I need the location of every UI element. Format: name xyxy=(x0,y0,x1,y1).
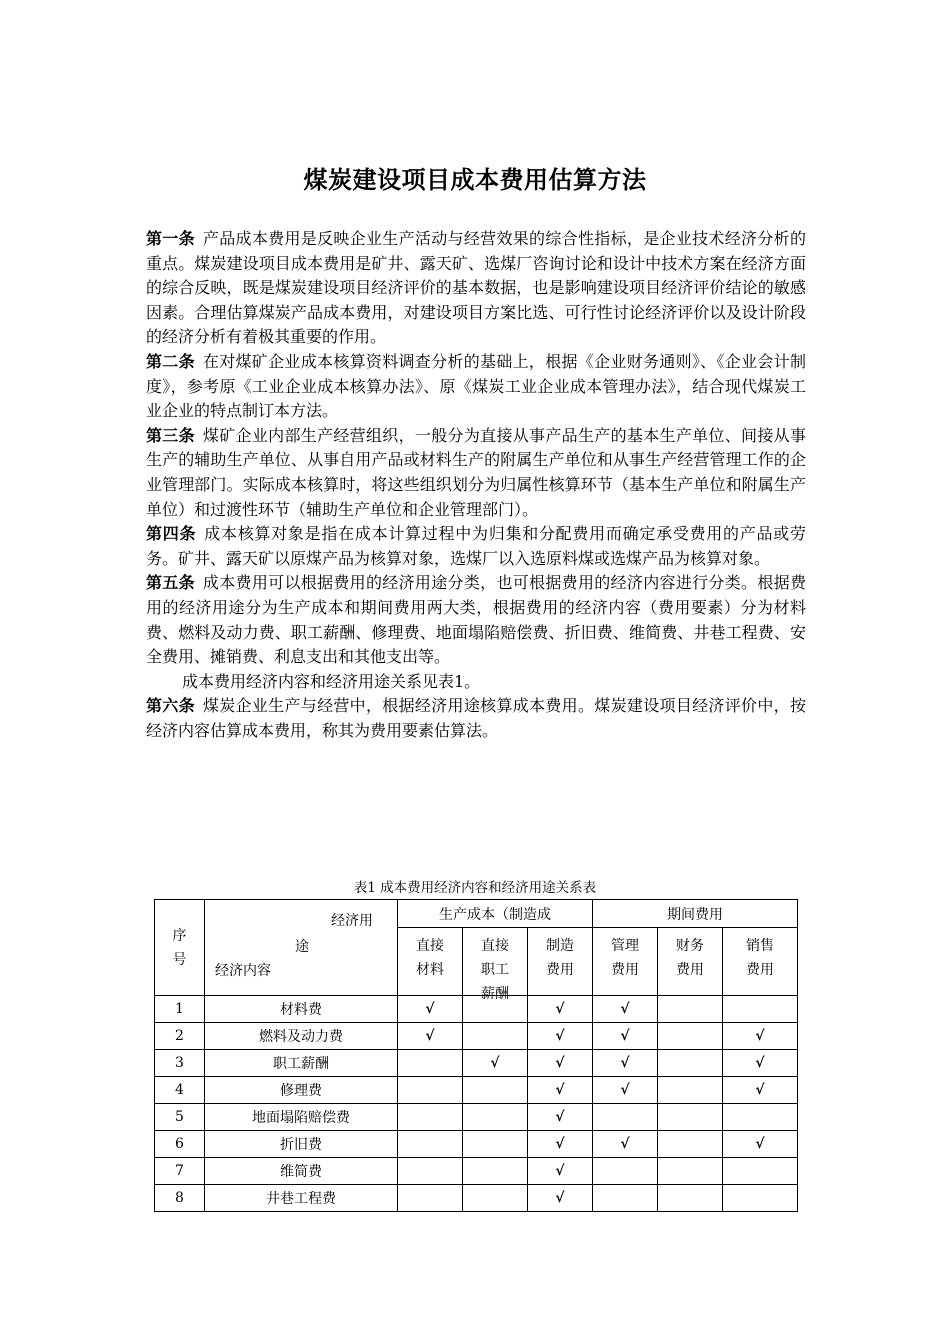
article-label: 第六条 xyxy=(146,696,195,716)
check-mark-cell xyxy=(528,1050,593,1077)
check-mark-icon: √ xyxy=(555,1109,565,1125)
check-mark-icon: √ xyxy=(555,1028,565,1044)
row-cost-item: 折旧费 xyxy=(205,1131,398,1158)
empty-cell xyxy=(658,1131,723,1158)
empty-cell xyxy=(658,1185,723,1212)
row-cost-item: 修理费 xyxy=(205,1077,398,1104)
row-cost-item: 维简费 xyxy=(205,1158,398,1185)
empty-cell xyxy=(593,1185,658,1212)
article-text: 成本费用可以根据费用的经济用途分类，也可根据费用的经济内容进行分类。根据费用的经济用途分为生产成本和期间费用两大类，根据费用的经济内容（费用要素）分为材料费、燃料及动力费、职工薪酬、修理费、地面塌陷赔偿费、折旧费、维简费、井巷工程费、安全费用、摊销费、利息支出和其他支出等。 xyxy=(146,573,806,667)
empty-cell xyxy=(398,1158,463,1185)
row-number: 7 xyxy=(155,1158,205,1185)
check-mark-icon: √ xyxy=(555,1163,565,1179)
empty-cell xyxy=(658,996,723,1023)
row-number: 8 xyxy=(155,1185,205,1212)
row-number: 4 xyxy=(155,1077,205,1104)
table-header-row xyxy=(155,900,798,928)
check-mark-cell xyxy=(528,1131,593,1158)
row-cost-item: 井巷工程费 xyxy=(205,1185,398,1212)
article-2 xyxy=(146,350,806,424)
check-mark-cell xyxy=(463,1050,528,1077)
corner-content-label: 经济内容 xyxy=(215,963,271,979)
header-direct-material: 直接材料 xyxy=(398,928,463,996)
check-mark-icon: √ xyxy=(755,1082,765,1098)
article-text: 在对煤矿企业成本核算资料调查分析的基础上，根据《企业财务通则》、《企业会计制度》，参考原《工业企业成本核算办法》、原《煤炭工业企业成本管理办法》，结合现代煤炭工业企业的特点制订本方法。 xyxy=(146,351,806,421)
article-label: 第五条 xyxy=(146,573,195,593)
article-5 xyxy=(146,571,806,669)
table-row xyxy=(155,1104,798,1131)
check-mark-icon: √ xyxy=(555,1136,565,1152)
check-mark-cell xyxy=(528,1023,593,1050)
empty-cell xyxy=(398,1104,463,1131)
row-number: 1 xyxy=(155,996,205,1023)
check-mark-cell xyxy=(593,1050,658,1077)
document-title: 煤炭建设项目成本费用估算方法 xyxy=(303,166,647,194)
check-mark-cell xyxy=(723,1077,798,1104)
article-label: 第三条 xyxy=(146,425,195,445)
empty-cell xyxy=(463,1131,528,1158)
header-seq: 序号 xyxy=(155,900,205,996)
header-period-cost: 期间费用 xyxy=(593,900,798,928)
check-mark-cell xyxy=(723,1023,798,1050)
header-finance: 财务费用 xyxy=(658,928,723,996)
check-mark-icon: √ xyxy=(555,1055,565,1071)
empty-cell xyxy=(723,1104,798,1131)
check-mark-icon: √ xyxy=(755,1028,765,1044)
row-number: 2 xyxy=(155,1023,205,1050)
empty-cell xyxy=(593,1158,658,1185)
table-row xyxy=(155,1185,798,1212)
document-body xyxy=(146,227,806,743)
table-row xyxy=(155,996,798,1023)
corner-use-label-cont: 途 xyxy=(295,939,309,955)
table-reference-note: 成本费用经济内容和经济用途关系见表1。 xyxy=(182,671,481,691)
check-mark-cell xyxy=(593,996,658,1023)
check-mark-cell xyxy=(528,1158,593,1185)
header-production-cost: 生产成本（制造成 xyxy=(398,900,593,928)
check-mark-icon: √ xyxy=(425,1028,435,1044)
article-1 xyxy=(146,227,806,350)
table-caption: 表1 成本费用经济内容和经济用途关系表 xyxy=(353,880,597,896)
header-management: 管理费用 xyxy=(593,928,658,996)
header-corner xyxy=(205,900,398,996)
article-3 xyxy=(146,424,806,522)
check-mark-cell xyxy=(528,1104,593,1131)
empty-cell xyxy=(658,1104,723,1131)
check-mark-icon: √ xyxy=(620,1055,630,1071)
empty-cell xyxy=(463,1023,528,1050)
row-cost-item: 地面塌陷赔偿费 xyxy=(205,1104,398,1131)
check-mark-cell xyxy=(528,1077,593,1104)
table-body xyxy=(155,996,798,1212)
empty-cell xyxy=(723,996,798,1023)
table-row xyxy=(155,1023,798,1050)
row-number: 3 xyxy=(155,1050,205,1077)
empty-cell xyxy=(658,1158,723,1185)
header-sales: 销售费用 xyxy=(723,928,798,996)
empty-cell xyxy=(658,1023,723,1050)
check-mark-cell xyxy=(398,996,463,1023)
table-row xyxy=(155,1077,798,1104)
check-mark-icon: √ xyxy=(755,1055,765,1071)
article-text: 产品成本费用是反映企业生产活动与经营效果的综合性指标，是企业技术经济分析的重点。煤炭建设项目成本费用是矿井、露天矿、选煤厂咨询讨论和设计中技术方案在经济方面的综合反映，既是煤炭建设项目经济评价的基本数据，也是影响建设项目经济评价结论的敏感因素。合理估算煤炭产品成本费用，对建设项目方案比选、可行性讨论经济评价以及设计阶段的经济分析有着极其重要的作用。 xyxy=(146,229,806,347)
empty-cell xyxy=(593,1104,658,1131)
row-cost-item: 材料费 xyxy=(205,996,398,1023)
corner-use-label: 经济用 xyxy=(331,913,373,929)
check-mark-cell xyxy=(528,1185,593,1212)
check-mark-icon: √ xyxy=(425,1001,435,1017)
empty-cell xyxy=(398,1077,463,1104)
header-manufacturing: 制造费用 xyxy=(528,928,593,996)
check-mark-cell xyxy=(398,1023,463,1050)
row-cost-item: 燃料及动力费 xyxy=(205,1023,398,1050)
check-mark-icon: √ xyxy=(490,1055,500,1071)
check-mark-icon: √ xyxy=(620,1082,630,1098)
article-label: 第一条 xyxy=(146,229,195,248)
check-mark-icon: √ xyxy=(555,1082,565,1098)
cost-relation-table xyxy=(154,899,798,1212)
check-mark-icon: √ xyxy=(620,1136,630,1152)
empty-cell xyxy=(463,1158,528,1185)
header-direct-labor: 直接职工薪酬 xyxy=(463,928,528,996)
empty-cell xyxy=(463,1104,528,1131)
row-number: 6 xyxy=(155,1131,205,1158)
article-text: 煤炭企业生产与经营中，根据经济用途核算成本费用。煤炭建设项目经济评价中，按经济内容估算成本费用，称其为费用要素估算法。 xyxy=(146,696,806,740)
article-label: 第四条 xyxy=(146,524,197,544)
empty-cell xyxy=(463,1077,528,1104)
article-text: 成本核算对象是指在成本计算过程中为归集和分配费用而确定承受费用的产品或劳务。矿井、露天矿以原煤产品为核算对象，选煤厂以入选原料煤或选煤产品为核算对象。 xyxy=(146,524,806,568)
table-row xyxy=(155,1158,798,1185)
article-text: 煤矿企业内部生产经营组织，一般分为直接从事产品生产的基本生产单位、间接从事生产的辅助生产单位、从事自用产品或材料生产的附属生产单位和从事生产经营管理工作的企业管理部门。实际成本核算时，将这些组织划分为归属性核算环节（基本生产单位和附属生产单位）和过渡性环节（辅助生产单位和企业管理部门）。 xyxy=(146,425,806,519)
check-mark-icon: √ xyxy=(555,1190,565,1206)
check-mark-icon: √ xyxy=(620,1028,630,1044)
check-mark-cell xyxy=(593,1023,658,1050)
empty-cell xyxy=(398,1185,463,1212)
row-number: 5 xyxy=(155,1104,205,1131)
check-mark-cell xyxy=(723,1131,798,1158)
article-6 xyxy=(146,694,806,743)
row-cost-item: 职工薪酬 xyxy=(205,1050,398,1077)
table-row xyxy=(155,1131,798,1158)
empty-cell xyxy=(658,1050,723,1077)
check-mark-icon: √ xyxy=(555,1001,565,1017)
empty-cell xyxy=(723,1158,798,1185)
empty-cell xyxy=(398,1131,463,1158)
article-4 xyxy=(146,522,806,571)
check-mark-cell xyxy=(528,996,593,1023)
article-label: 第二条 xyxy=(146,351,195,371)
check-mark-icon: √ xyxy=(620,1001,630,1017)
check-mark-icon: √ xyxy=(755,1136,765,1152)
check-mark-cell xyxy=(593,1131,658,1158)
empty-cell xyxy=(723,1185,798,1212)
empty-cell xyxy=(398,1050,463,1077)
check-mark-cell xyxy=(723,1050,798,1077)
empty-cell xyxy=(658,1077,723,1104)
check-mark-cell xyxy=(593,1077,658,1104)
table-row xyxy=(155,1050,798,1077)
empty-cell xyxy=(463,1185,528,1212)
